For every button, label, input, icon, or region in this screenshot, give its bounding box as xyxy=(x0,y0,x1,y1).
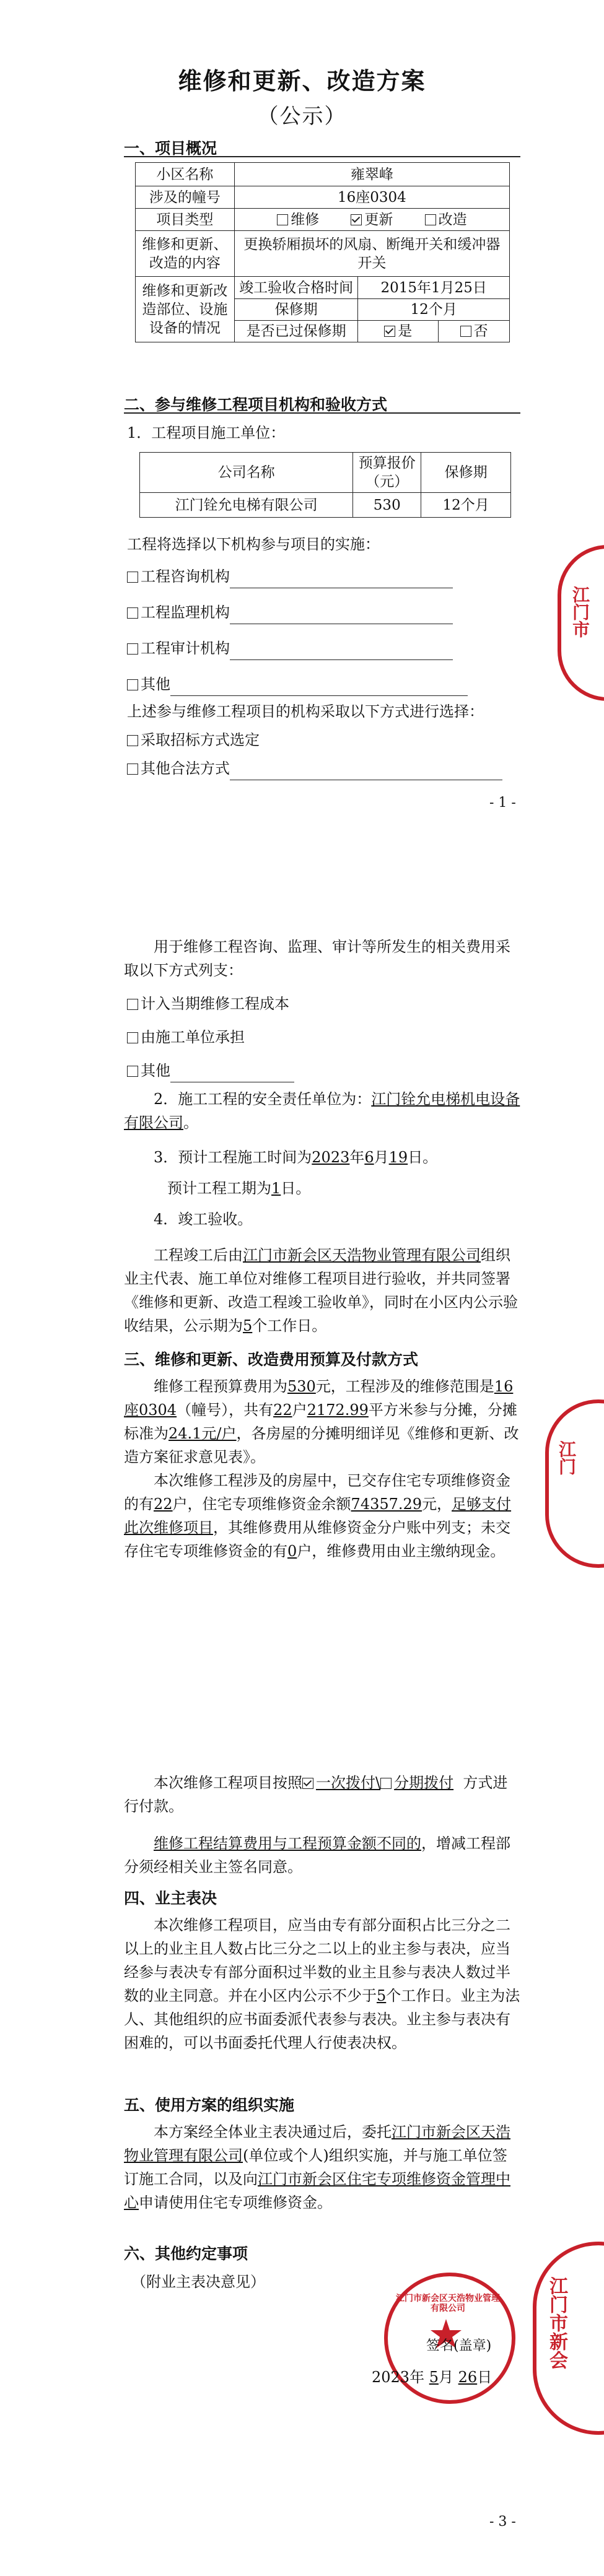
section3-heading: 三、维修和更新、改造费用预算及付款方式 xyxy=(124,1351,419,1368)
expired-label: 是否已过保修期 xyxy=(234,321,358,342)
safety-unit: 江门铨允电梯机电设备有限公司 xyxy=(124,1090,520,1131)
fee-option xyxy=(127,992,289,1016)
payment-options xyxy=(302,1774,453,1791)
text-span: 本次维修工程项目，应当由专有部分面积占比三分之二以上的业主且人数占比三分之二以上的业主参与表决，应当经参与表决专有部分面积过半数的业主且参与表决人数过半数的业主同意。并在小区内公示不少于 xyxy=(124,1917,510,2004)
vote-days: 5 xyxy=(377,1987,387,2004)
implementing-company: 江门市新会区天浩物业管理有限公司 xyxy=(124,2123,510,2164)
date-day: 26 xyxy=(458,2369,478,2386)
item2-prefix: 2．施工工程的安全责任单位为： xyxy=(154,1090,372,1108)
project-overview-table xyxy=(135,162,510,342)
settlement-paragraph xyxy=(124,1832,520,1879)
budget-paragraph xyxy=(124,1375,520,1469)
expired-no-cell xyxy=(439,321,510,342)
one-time-label: 一次拨付 xyxy=(316,1774,375,1791)
checkbox-fee-contractor[interactable] xyxy=(127,1032,138,1043)
page-number: - 3 - xyxy=(489,2514,516,2530)
text-span: 元，工程涉及的维修范围是 xyxy=(315,1378,494,1395)
publicity-days: 5 xyxy=(243,1317,253,1334)
facility-label: 维修和更新改造部位、设施设备的情况 xyxy=(136,277,235,342)
th-budget: 预算报价（元） xyxy=(353,453,421,493)
text-span: 户 xyxy=(292,1401,307,1419)
unit: 年 xyxy=(409,2369,425,2386)
item1-text: 1．工程项目施工单位： xyxy=(127,424,286,442)
item3b-text xyxy=(167,1177,310,1200)
text-span: 本方案经全体业主表决通过后，委托 xyxy=(154,2123,392,2141)
doc-subtitle: （公示） xyxy=(257,104,347,129)
item2-text xyxy=(124,1087,520,1134)
checkbox-update[interactable] xyxy=(351,214,362,225)
stamp-text: 江门市新会 xyxy=(546,2276,567,2369)
blank-line[interactable] xyxy=(230,659,453,660)
attachment-note: （附业主表决意见） xyxy=(131,2273,265,2291)
td-budget: 530 xyxy=(353,493,421,518)
payment-paragraph xyxy=(124,1771,520,1818)
fee-label: 其他 xyxy=(141,1062,170,1079)
divider xyxy=(124,156,520,157)
org-option xyxy=(127,565,453,588)
duration-suffix: 日。 xyxy=(281,1180,311,1197)
warranty-value: 12个月 xyxy=(358,299,510,321)
fund-paragraph xyxy=(124,1469,520,1563)
unit: 日 xyxy=(477,2369,492,2386)
text-span: 方式进行付款。 xyxy=(124,1774,508,1815)
checkbox-fee-cost[interactable] xyxy=(127,999,138,1010)
expired-yes-cell xyxy=(358,321,439,342)
unit: 月 xyxy=(439,2369,453,2386)
warranty-label: 保修期 xyxy=(234,299,358,321)
content-label: 维修和更新、改造的内容 xyxy=(136,231,235,277)
text-span: 维修工程预算费用为 xyxy=(154,1378,287,1395)
section4-heading: 四、业主表决 xyxy=(124,1889,217,1907)
start-year: 2023 xyxy=(312,1149,350,1166)
text-span: 申请使用住宅专项维修资金。 xyxy=(139,2194,332,2211)
fee-label: 由施工单位承担 xyxy=(141,1029,245,1046)
community-value: 雍翠峰 xyxy=(234,163,509,186)
fund-balance: 74357.29 xyxy=(351,1495,422,1513)
building-label: 涉及的幢号 xyxy=(136,186,235,209)
type-update: 更新 xyxy=(364,211,393,228)
text-span: （幢号），共有 xyxy=(177,1401,274,1419)
households: 22 xyxy=(273,1401,292,1419)
start-day: 19 xyxy=(388,1149,408,1166)
stamp-text: 江门 xyxy=(556,1440,577,1475)
separator: \ xyxy=(375,1774,381,1791)
sufficient-text: 足够支付此次维修项目 xyxy=(124,1495,512,1536)
sign-date xyxy=(372,2365,492,2389)
fee-text: 用于维修工程咨询、监理、审计等所发生的相关费用采取以下方式列支： xyxy=(124,938,510,979)
text-span: ，各房屋的分摊明细详见《维修和更新、改造方案征求意见表》。 xyxy=(124,1425,519,1466)
checkbox-audit[interactable] xyxy=(127,643,138,655)
side-stamp-1: 江门市 xyxy=(558,545,604,701)
text-span: 组织业主代表、施工单位对维修工程项目进行验收，并共同签署《维修和更新、改造工程竣工验收单》，同时在小区内公示验收结果，公示期为 xyxy=(124,1247,518,1334)
text-span: ，其维修费用从维修资金分户账中列支；未交存住宅专项维修资金的有 xyxy=(124,1519,510,1560)
text-span: 工程竣工后由 xyxy=(154,1247,243,1264)
checkbox-tender[interactable] xyxy=(127,735,138,746)
text-span: 个工作日。业主为法人、其他组织的应书面委派代表参与表决。业主参与表决有困难的，可以书面委托代理人行使表决权。 xyxy=(124,1987,520,2052)
installment-label: 分期拨付 xyxy=(394,1774,454,1791)
building-value: 16座0304 xyxy=(234,186,509,209)
th-company: 公司名称 xyxy=(140,453,353,493)
org-option xyxy=(127,672,468,696)
area: 2172.99 xyxy=(307,1401,369,1419)
checkbox-expired-no[interactable] xyxy=(460,326,471,337)
page-number: - 1 - xyxy=(489,795,516,811)
fee-option xyxy=(127,1059,294,1082)
repair-scope: 16座0304 xyxy=(124,1378,514,1419)
td-warranty: 12个月 xyxy=(421,493,511,518)
checkbox-other[interactable] xyxy=(127,679,138,690)
contractor-table xyxy=(139,452,511,518)
checkbox-consulting[interactable] xyxy=(127,572,138,583)
duration-prefix: 预计工程工期为 xyxy=(167,1180,271,1197)
th-warranty: 保修期 xyxy=(421,453,511,493)
checkbox-repair[interactable] xyxy=(277,214,288,225)
share-rate: 24.1元/户 xyxy=(169,1425,237,1442)
side-stamp-2 xyxy=(545,1399,604,1568)
date-year: 2023 xyxy=(372,2369,410,2386)
stamp-text: 江门市新会区天浩物业管理有限公司 xyxy=(396,2294,500,2313)
text-span: 户，住宅专项维修资金余额 xyxy=(172,1495,351,1513)
unit: 日。 xyxy=(408,1149,438,1166)
checkbox-installment[interactable] xyxy=(380,1778,392,1789)
duration-value: 1 xyxy=(271,1180,281,1197)
page-1 xyxy=(0,0,604,830)
property-company: 江门市新会区天浩物业管理有限公司 xyxy=(243,1247,481,1264)
method-option xyxy=(127,728,260,752)
method-text: 上述参与维修工程项目的机构采取以下方式进行选择： xyxy=(127,703,484,720)
expired-yes: 是 xyxy=(398,323,413,339)
checkbox-other-legal[interactable] xyxy=(127,764,138,775)
item3-prefix: 3．预计工程施工时间为 xyxy=(154,1149,312,1166)
text-span: 元， xyxy=(422,1495,452,1513)
text-span: 户，维修费用由业主缴纳现金。 xyxy=(297,1543,506,1560)
unpaid-households: 0 xyxy=(287,1543,297,1560)
item4-text: 4．竣工验收。 xyxy=(154,1211,253,1228)
checkbox-one-time[interactable] xyxy=(302,1778,313,1789)
checkbox-fee-other[interactable] xyxy=(127,1066,138,1077)
type-options xyxy=(234,209,509,231)
budget-amount: 530 xyxy=(287,1378,316,1395)
unit: 年 xyxy=(349,1149,365,1166)
type-repair: 维修 xyxy=(291,211,320,228)
doc-title: 维修和更新、改造方案 xyxy=(178,67,426,95)
org-label: 其他 xyxy=(141,676,170,693)
side-stamp-3 xyxy=(533,2242,604,2435)
start-month: 6 xyxy=(364,1149,374,1166)
org-label: 工程咨询机构 xyxy=(141,568,230,585)
page-2 xyxy=(0,830,604,2576)
implementation-paragraph xyxy=(124,2120,520,2214)
checkbox-supervision[interactable] xyxy=(127,607,138,619)
section1-heading: 一、项目概况 xyxy=(124,139,217,157)
item2-suffix: 。 xyxy=(183,1114,198,1131)
acceptance-label: 竣工验收合格时间 xyxy=(234,277,358,299)
org-label: 工程监理机构 xyxy=(141,604,230,621)
divider xyxy=(124,412,520,414)
paid-households: 22 xyxy=(154,1495,173,1513)
fee-option xyxy=(127,1025,245,1049)
text-span: 本次维修工程涉及的房屋中，已交存住宅专项维修资金的有 xyxy=(124,1472,510,1513)
select-org-text: 工程将选择以下机构参与项目的实施： xyxy=(127,536,380,553)
method-label: 其他合法方式 xyxy=(141,760,230,777)
section6-heading: 六、其他约定事项 xyxy=(124,2245,248,2263)
checkbox-expired-yes[interactable] xyxy=(384,326,395,337)
org-label: 工程审计机构 xyxy=(141,640,230,657)
expired-no: 否 xyxy=(473,323,488,339)
org-option xyxy=(127,637,453,660)
date-month: 5 xyxy=(429,2369,439,2386)
text-span: ，增减工程部分须经相关业主签名同意。 xyxy=(124,1835,510,1876)
text-span: 个工作日。 xyxy=(252,1317,327,1334)
blank-line[interactable] xyxy=(170,695,468,696)
type-renovate: 改造 xyxy=(438,211,467,228)
community-label: 小区名称 xyxy=(136,163,235,186)
method-label: 采取招标方式选定 xyxy=(141,731,260,749)
section2-heading: 二、参与维修工程项目机构和验收方式 xyxy=(124,396,388,414)
item3-text xyxy=(154,1146,437,1169)
content-value: 更换轿厢损坏的风扇、断绳开关和缓冲器开关 xyxy=(234,231,509,277)
method-option xyxy=(127,757,502,780)
td-company: 江门铨允电梯有限公司 xyxy=(140,493,353,518)
text-span: (单位或个人)组织实施，并与施工单位签订施工合同，以及向 xyxy=(124,2147,507,2188)
type-label: 项目类型 xyxy=(136,209,235,231)
fund-center: 江门市新会区住宅专项维修资金管理中心 xyxy=(124,2170,510,2211)
fee-label: 计入当期维修工程成本 xyxy=(141,995,289,1012)
acceptance-value: 2015年1月25日 xyxy=(358,277,510,299)
org-option xyxy=(127,601,453,624)
acceptance-paragraph xyxy=(124,1243,520,1338)
unit: 月 xyxy=(374,1149,389,1166)
section5-heading: 五、使用方案的组织实施 xyxy=(124,2096,295,2114)
vote-paragraph xyxy=(124,1913,520,2055)
settlement-text: 维修工程结算费用与工程预算金额不同的 xyxy=(154,1835,421,1852)
text-span: 本次维修工程项目按照 xyxy=(154,1774,302,1791)
signature-label: 签名(盖章) xyxy=(426,2338,492,2354)
checkbox-renovate[interactable] xyxy=(425,214,436,225)
text-span: 平方米参与分摊，分摊标准为 xyxy=(124,1401,517,1442)
